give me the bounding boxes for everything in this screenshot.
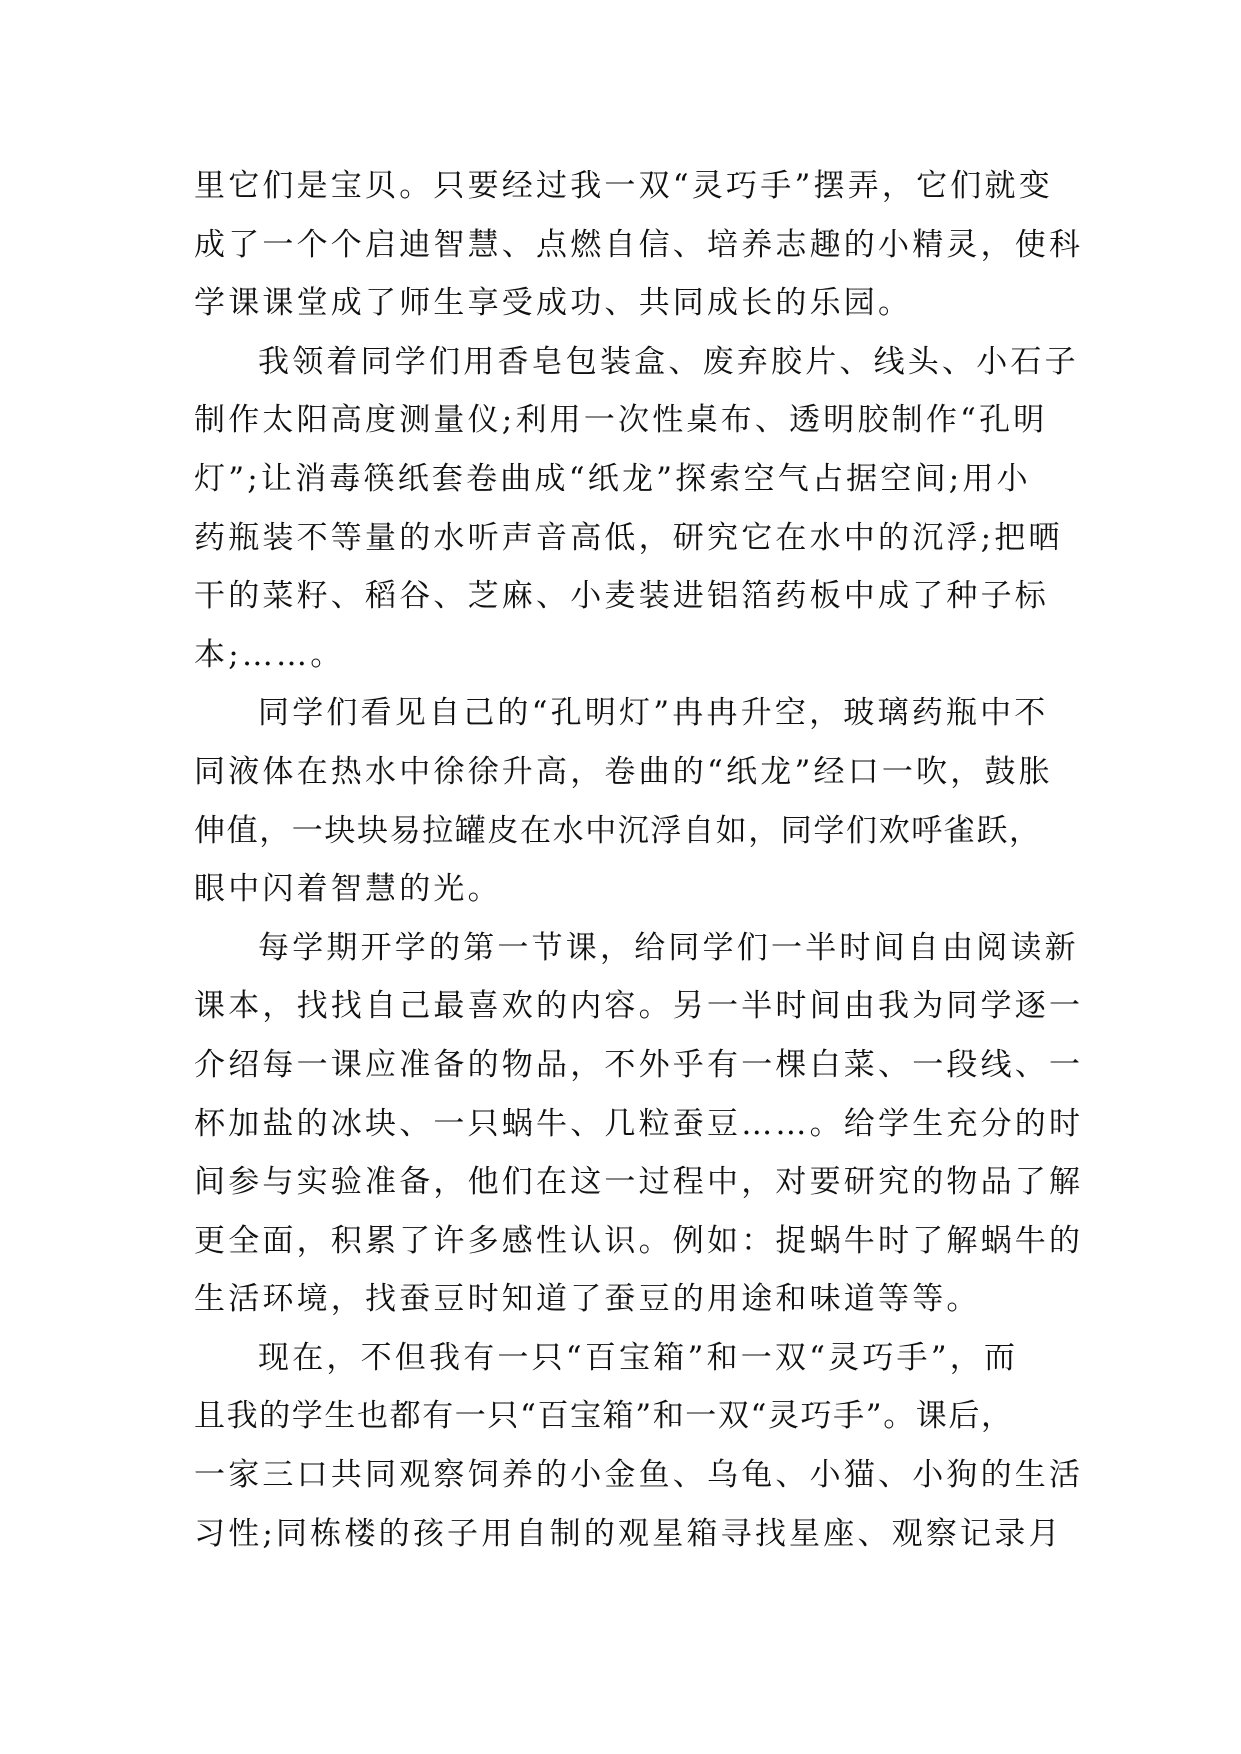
text-line: 干的菜籽、稻谷、芝麻、小麦装进铝箔药板中成了种子标 xyxy=(194,578,1049,615)
paragraph-3 xyxy=(194,684,1064,918)
text-line: 里它们是宝贝。只要经过我一双“灵巧手”摆弄，它们就变 xyxy=(194,168,1053,204)
paragraph-5 xyxy=(194,1329,1084,1563)
text-line: 同学们看见自己的“孔明灯”冉冉升空，玻璃药瓶中不 xyxy=(258,695,1049,732)
text-line: 一家三口共同观察饲养的小金鱼、乌龟、小猫、小狗的生活 xyxy=(194,1457,1084,1494)
paragraph-1 xyxy=(194,157,1084,333)
text-line: 伸值，一块块易拉罐皮在水中沉浮自如，同学们欢呼雀跃， xyxy=(194,812,1042,849)
text-line: 成了一个个启迪智慧、点燃自信、培养志趣的小精灵，使科 xyxy=(194,226,1084,263)
text-line: 本;……。 xyxy=(194,636,345,673)
text-line: 且我的学生也都有一只“百宝箱”和一双“灵巧手”。课后， xyxy=(194,1398,1014,1435)
text-line: 学课课堂成了师生享受成功、共同成长的乐园。 xyxy=(194,285,913,322)
paragraph-2 xyxy=(194,333,1079,685)
text-line: 课本，找找自己最喜欢的内容。另一半时间由我为同学逐一 xyxy=(194,988,1084,1025)
text-line: 我领着同学们用香皂包装盒、废弃胶片、线头、小石子 xyxy=(258,343,1079,380)
text-line: 灯”;让消毒筷纸套卷曲成“纸龙”探索空气占据空间;用小 xyxy=(194,460,1031,497)
text-line: 介绍每一课应准备的物品，不外乎有一棵白菜、一段线、一 xyxy=(194,1046,1084,1083)
text-line: 同液体在热水中徐徐升高，卷曲的“纸龙”经口一吹，鼓胀 xyxy=(194,753,1053,790)
text-line: 杯加盐的冰块、一只蜗牛、几粒蚕豆……。给学生充分的时 xyxy=(194,1105,1084,1142)
text-line: 眼中闪着智慧的光。 xyxy=(194,871,502,908)
text-line: 更全面，积累了许多感性认识。例如：捉蜗牛时了解蜗牛的 xyxy=(194,1222,1084,1259)
text-line: 药瓶装不等量的水听声音高低，研究它在水中的沉浮;把晒 xyxy=(194,519,1063,556)
text-line: 习性;同栋楼的孩子用自制的观星箱寻找星座、观察记录月 xyxy=(194,1515,1063,1552)
text-line: 制作太阳高度测量仪;利用一次性桌布、透明胶制作“孔明 xyxy=(194,402,1048,439)
text-line: 生活环境，找蚕豆时知道了蚕豆的用途和味道等等。 xyxy=(194,1281,981,1318)
text-line: 现在，不但我有一只“百宝箱”和一双“灵巧手”，而 xyxy=(258,1339,1019,1376)
paragraph-4 xyxy=(194,919,1084,1329)
text-line: 间参与实验准备，他们在这一过程中，对要研究的物品了解 xyxy=(194,1164,1084,1201)
body-text xyxy=(194,157,1084,1563)
text-line: 每学期开学的第一节课，给同学们一半时间自由阅读新 xyxy=(258,929,1079,966)
